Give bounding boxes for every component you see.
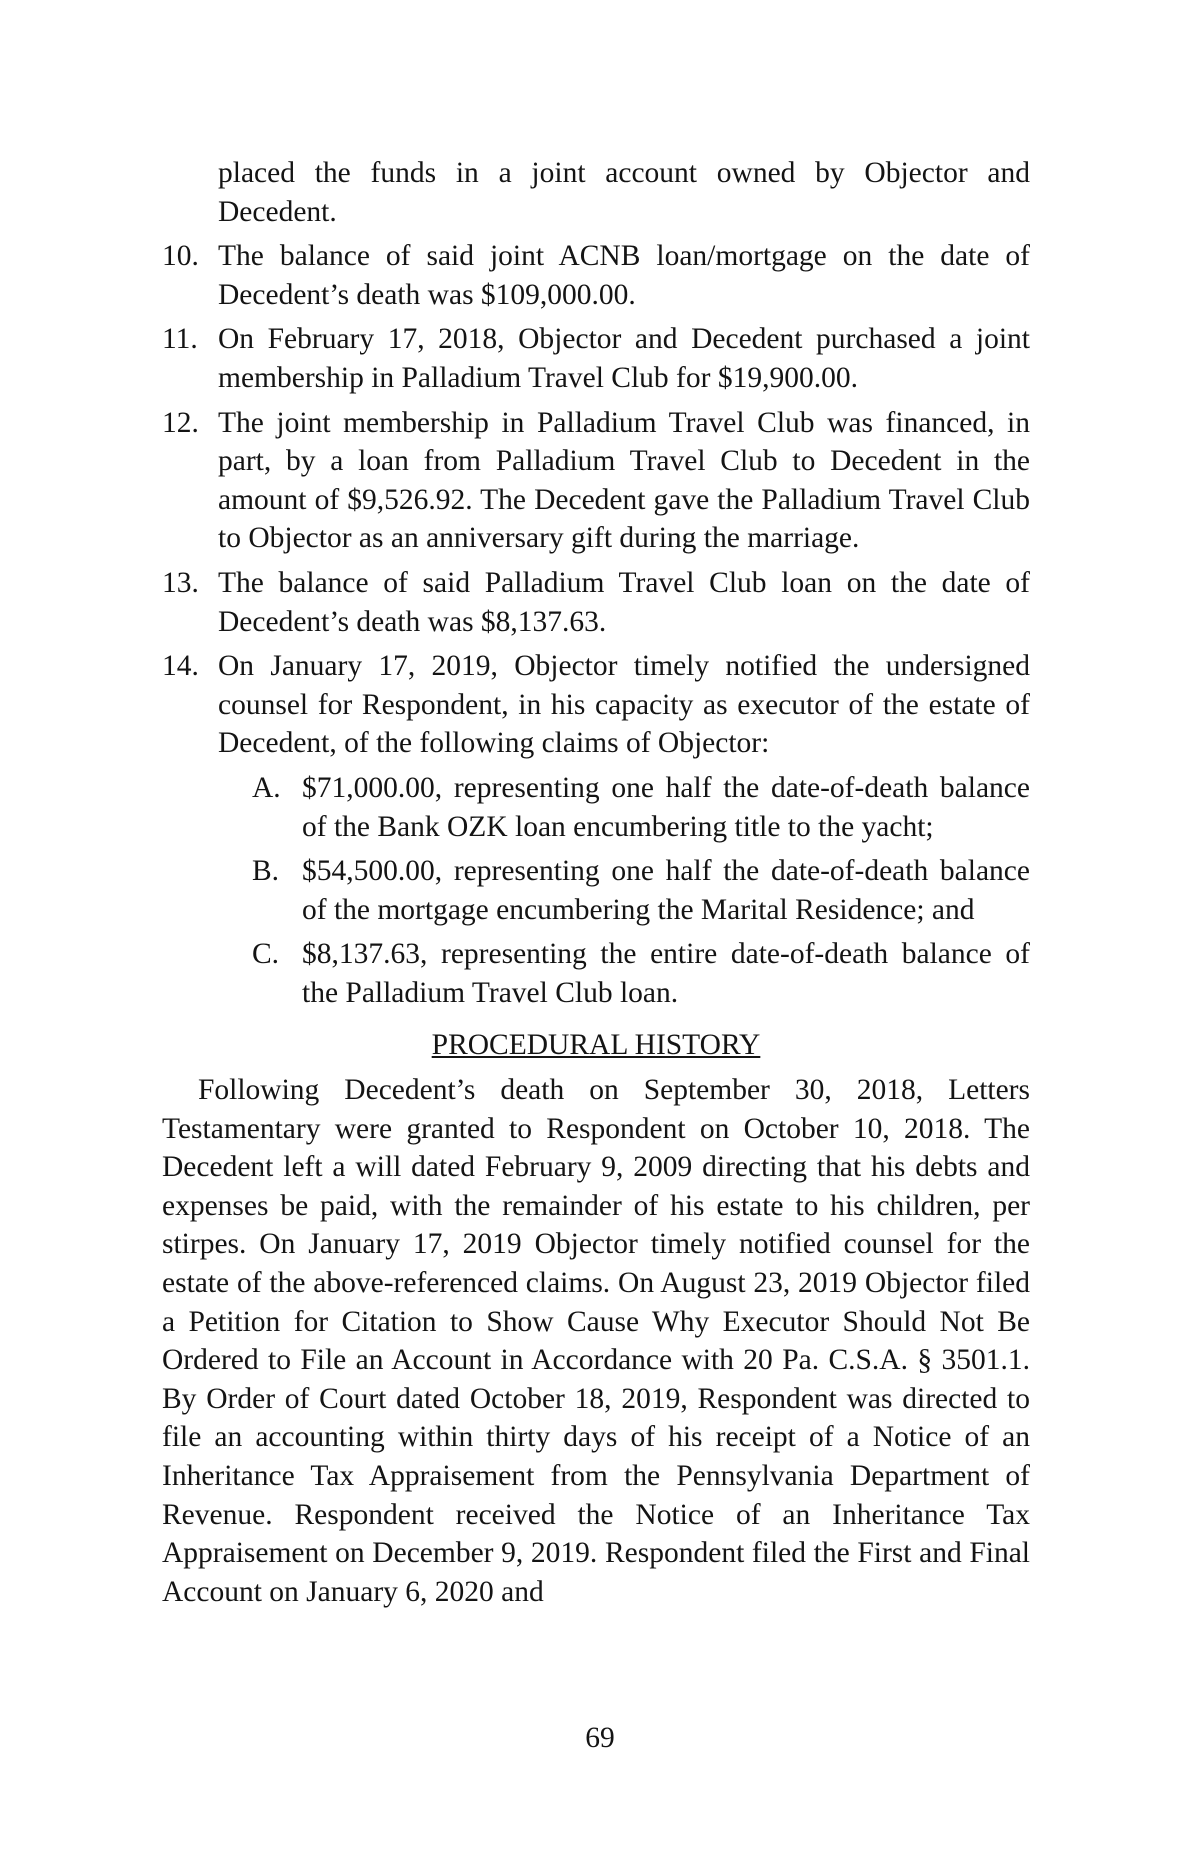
lettered-item-c <box>162 935 1030 1012</box>
item-text: On February 17, 2018, Objector and Decedent purchased a joint membership in Palladium Travel Club for $19,900.00. <box>218 323 1030 394</box>
procedural-history-paragraph: Following Decedent’s death on September 30, 2018, Letters Testamentary were granted to Respondent on October 10, 2018. The Decedent left a will dated February 9, 2009 directing that his debts and expenses be paid, with the remainder of his estate to his children, per stirpes. On January 17, 2019 Objector timely notified counsel for the estate of the above-referenced claims. On August 23, 2019 Objector filed a Petition for Citation to Show Cause Why Executor Should Not Be Ordered to File an Account in Accordance with 20 Pa. C.S.A. § 3501.1. By Order of Court dated October 18, 2019, Respondent was directed to file an accounting within thirty days of his receipt of a Notice of an Inheritance Tax Appraisement from the Pennsylvania Department of Revenue. Respondent received the Notice of an Inheritance Tax Appraisement on December 9, 2019. Respondent filed the First and Final Account on January 6, 2020 and <box>162 1074 1030 1608</box>
item-number: 10. <box>162 240 199 273</box>
lettered-item-b <box>162 852 1030 929</box>
item-text: On January 17, 2019, Objector timely notified the undersigned counsel for Respondent, in his capacity as executor of the estate of Decedent, of the following claims of Objector: <box>218 650 1030 760</box>
item-letter: A. <box>252 771 281 804</box>
item-number: 13. <box>162 566 199 599</box>
item-text: $54,500.00, representing one half the date-of-death balance of the mortgage encumbering the Marital Residence; and <box>302 855 1030 926</box>
numbered-item-13 <box>162 564 1030 641</box>
item-number: 12. <box>162 406 199 439</box>
numbered-item-10 <box>162 237 1030 314</box>
item-text: $8,137.63, representing the entire date-of-death balance of the Palladium Travel Club loan. <box>302 938 1030 1009</box>
numbered-item-11 <box>162 320 1030 397</box>
continuation-text: placed the funds in a joint account owned by Objector and Decedent. <box>218 157 1030 228</box>
page-number: 69 <box>585 1722 615 1754</box>
item-text: The joint membership in Palladium Travel Club was financed, in part, by a loan from Palladium Travel Club to Decedent in the amount of $9,526.92. The Decedent gave the Palladium Travel Club to Objector as an anniversary gift during the marriage. <box>218 406 1030 555</box>
item-letter: C. <box>252 938 280 971</box>
numbered-item-14 <box>162 647 1030 763</box>
item-number: 11. <box>162 323 198 356</box>
item-text: The balance of said Palladium Travel Club loan on the date of Decedent’s death was $8,137.63. <box>218 566 1030 638</box>
section-heading: PROCEDURAL HISTORY <box>431 1029 761 1062</box>
item-text: The balance of said joint ACNB loan/mortgage on the date of Decedent’s death was $109,000.00. <box>218 240 1030 311</box>
lettered-item-a <box>162 769 1030 846</box>
numbered-item-12 <box>162 404 1030 558</box>
item-number: 14. <box>162 650 199 683</box>
document-body <box>162 154 1030 1611</box>
item-letter: B. <box>252 855 280 888</box>
item-text: $71,000.00, representing one half the date-of-death balance of the Bank OZK loan encumbering title to the yacht; <box>302 771 1030 843</box>
